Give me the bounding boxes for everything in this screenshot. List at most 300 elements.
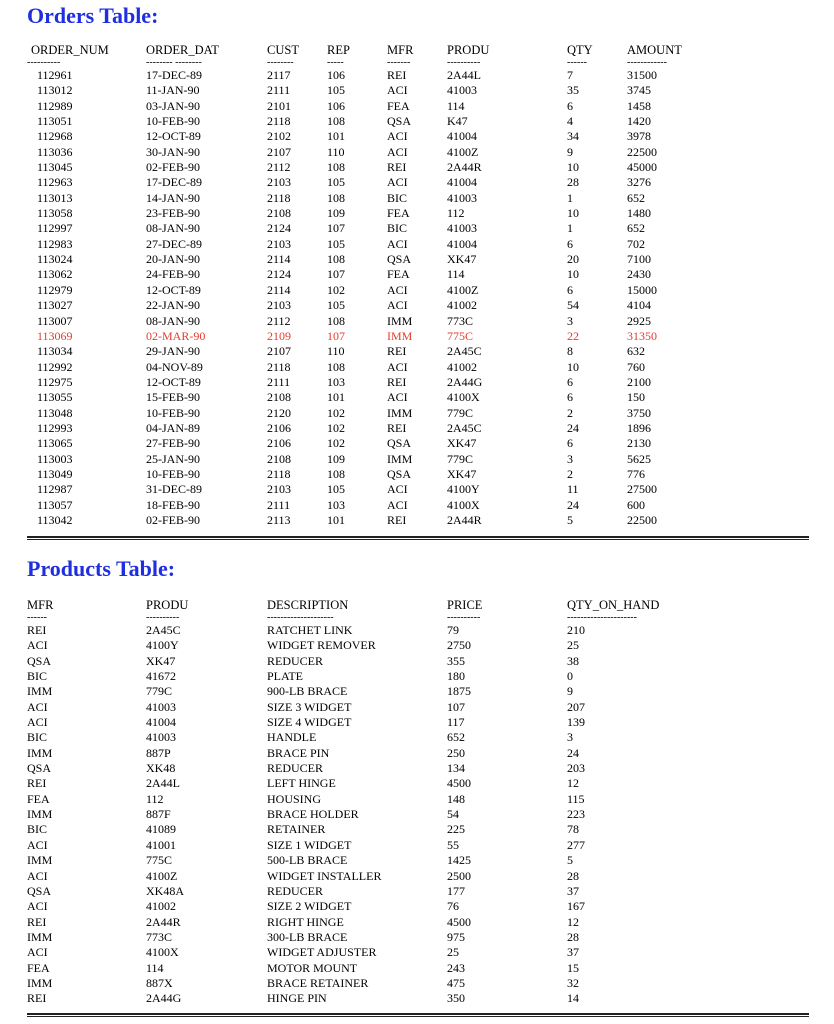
- table-row: [27, 684, 809, 699]
- cell: ORDER_DAT: [146, 43, 219, 57]
- cell: 2111: [267, 374, 291, 389]
- cell: 113062: [37, 267, 73, 282]
- table-row: [27, 482, 809, 497]
- table-row: [27, 991, 809, 1006]
- cell: 02-MAR-90: [146, 328, 206, 343]
- cell: HANDLE: [267, 730, 317, 745]
- cell: 1458: [627, 98, 651, 113]
- cell: 652: [627, 190, 645, 205]
- cell: 8: [567, 344, 573, 359]
- cell: REI: [387, 68, 407, 82]
- cell: 2103: [267, 236, 291, 251]
- cell: 41002: [447, 359, 477, 374]
- cell: ACI: [387, 236, 408, 251]
- cell: WIDGET ADJUSTER: [267, 945, 377, 960]
- cell: 2124: [267, 267, 291, 282]
- orders-bottom-rule: [27, 536, 809, 540]
- cell: ACI: [27, 899, 48, 914]
- cell: 779C: [447, 405, 474, 420]
- cell: 17-DEC-89: [146, 175, 202, 190]
- cell: 113049: [37, 466, 73, 481]
- products-title: Products Table:: [27, 556, 176, 581]
- cell: QSA: [387, 436, 412, 451]
- cell: 108: [327, 160, 345, 175]
- cell: XK48: [146, 761, 176, 776]
- cell: 11-JAN-90: [146, 83, 200, 98]
- cell: ----------: [27, 57, 61, 68]
- cell: -------- --------: [146, 57, 202, 68]
- table-row: [27, 884, 809, 899]
- cell: 2106: [267, 420, 291, 435]
- cell: 4100Y: [447, 482, 480, 497]
- cell: XK47: [447, 466, 477, 481]
- cell: XK48A: [146, 883, 184, 898]
- cell: 27-FEB-90: [146, 436, 200, 451]
- table-row: [27, 406, 809, 421]
- cell: 355: [447, 653, 465, 668]
- cell: 632: [627, 344, 645, 359]
- cell: 6: [567, 374, 573, 389]
- cell: 108: [327, 313, 345, 328]
- cell: 702: [627, 236, 645, 251]
- cell: 113034: [37, 344, 73, 359]
- table-row: [27, 822, 809, 837]
- cell: 112: [146, 791, 164, 806]
- cell: 113045: [37, 160, 73, 175]
- cell: 2112: [267, 313, 291, 328]
- cell: 2118: [267, 466, 291, 481]
- cell: 28: [567, 868, 579, 883]
- cell: 9: [567, 684, 573, 699]
- cell: 12: [567, 914, 579, 929]
- cell: 24: [567, 497, 579, 512]
- cell: BIC: [27, 730, 48, 745]
- table-row: [27, 746, 809, 761]
- cell: IMM: [27, 745, 53, 760]
- cell: 2102: [267, 129, 291, 144]
- cell: 3745: [627, 83, 651, 98]
- cell: 112963: [37, 175, 73, 190]
- cell: 25: [567, 638, 579, 653]
- cell: ACI: [27, 868, 48, 883]
- cell: 3: [567, 313, 573, 328]
- cell: 2750: [447, 638, 471, 653]
- cell: IMM: [387, 405, 413, 420]
- table-row: [27, 283, 809, 298]
- cell: ACI: [27, 638, 48, 653]
- cell: 3276: [627, 175, 651, 190]
- table-row: [27, 669, 809, 684]
- cell: 2112: [267, 160, 291, 175]
- cell: 78: [567, 822, 579, 837]
- cell: LEFT HINGE: [267, 776, 336, 791]
- cell: 15-FEB-90: [146, 390, 200, 405]
- cell: REDUCER: [267, 883, 324, 898]
- dash-row: [27, 57, 809, 68]
- cell: RIGHT HINGE: [267, 914, 344, 929]
- cell: 107: [447, 699, 465, 714]
- cell: 775C: [146, 853, 173, 868]
- cell: 652: [447, 730, 465, 745]
- cell: FEA: [387, 206, 410, 221]
- cell: XK47: [447, 252, 477, 267]
- cell: 475: [447, 975, 465, 990]
- cell: 20-JAN-90: [146, 252, 200, 267]
- cell: 109: [327, 206, 345, 221]
- cell: AMOUNT: [627, 43, 682, 57]
- cell: 2103: [267, 482, 291, 497]
- table-row: [27, 129, 809, 144]
- cell: 113027: [37, 298, 73, 313]
- cell: 500-LB BRACE: [267, 853, 348, 868]
- table-row: [27, 853, 809, 868]
- cell: 08-JAN-90: [146, 313, 200, 328]
- cell: 779C: [447, 451, 474, 466]
- cell: 31500: [627, 68, 657, 82]
- cell: ACI: [387, 497, 408, 512]
- cell: QSA: [387, 252, 412, 267]
- table-row: [27, 314, 809, 329]
- cell: 652: [627, 221, 645, 236]
- cell: 2103: [267, 175, 291, 190]
- table-row: [27, 237, 809, 252]
- cell: 2108: [267, 390, 291, 405]
- cell: ----------: [447, 612, 481, 623]
- cell: 2430: [627, 267, 651, 282]
- cell: 5: [567, 853, 573, 868]
- cell: QTY: [567, 43, 593, 57]
- cell: 113065: [37, 436, 73, 451]
- cell: 76: [447, 899, 459, 914]
- cell: PRODU: [447, 43, 490, 57]
- cell: ----------: [447, 57, 481, 68]
- cell: SIZE 3 WIDGET: [267, 699, 352, 714]
- cell: 773C: [146, 929, 173, 944]
- cell: IMM: [387, 451, 413, 466]
- table-row: [27, 221, 809, 236]
- cell: 41002: [447, 298, 477, 313]
- cell: 4104: [627, 298, 651, 313]
- cell: 177: [447, 883, 465, 898]
- cell: FEA: [27, 960, 50, 975]
- cell: 2111: [267, 497, 291, 512]
- cell: SIZE 2 WIDGET: [267, 899, 352, 914]
- cell: 6: [567, 98, 573, 113]
- cell: 22500: [627, 512, 657, 527]
- cell: 107: [327, 328, 345, 343]
- cell: HOUSING: [267, 791, 321, 806]
- cell: 108: [327, 359, 345, 374]
- cell: 114: [447, 98, 465, 113]
- cell: 4100Y: [146, 638, 179, 653]
- cell: 4100Z: [447, 282, 479, 297]
- cell: MFR: [27, 598, 54, 612]
- cell: 112987: [37, 482, 73, 497]
- cell: QSA: [387, 466, 412, 481]
- cell: 113069: [37, 328, 73, 343]
- cell: REI: [27, 914, 47, 929]
- cell: 6: [567, 282, 573, 297]
- cell: 10-FEB-90: [146, 405, 200, 420]
- cell: FEA: [387, 98, 410, 113]
- cell: XK47: [146, 653, 176, 668]
- cell: 5625: [627, 451, 651, 466]
- table-row: [27, 930, 809, 945]
- header-row: [27, 40, 809, 60]
- table-row: [27, 915, 809, 930]
- cell: 10: [567, 359, 579, 374]
- cell: 207: [567, 699, 585, 714]
- cell: 31350: [627, 328, 657, 343]
- cell: QSA: [387, 114, 412, 129]
- cell: 4100Z: [447, 144, 479, 159]
- dash-row: [27, 612, 809, 623]
- cell: 109: [327, 451, 345, 466]
- cell: 112968: [37, 129, 73, 144]
- cell: 103: [327, 497, 345, 512]
- cell: 112975: [37, 374, 73, 389]
- orders-title: Orders Table:: [27, 3, 159, 28]
- cell: 4500: [447, 914, 471, 929]
- cell: ------: [27, 612, 47, 623]
- cell: 2A44G: [447, 374, 483, 389]
- cell: 2118: [267, 359, 291, 374]
- cell: ------------: [627, 57, 667, 68]
- cell: 2A44R: [447, 160, 482, 175]
- cell: 107: [327, 221, 345, 236]
- table-row: [27, 329, 809, 344]
- cell: IMM: [27, 929, 53, 944]
- cell: 113024: [37, 252, 73, 267]
- cell: 887X: [146, 975, 173, 990]
- cell: 110: [327, 344, 345, 359]
- cell: 35: [567, 83, 579, 98]
- cell: 225: [447, 822, 465, 837]
- cell: REI: [387, 374, 407, 389]
- cell: 117: [447, 715, 465, 730]
- cell: REI: [387, 160, 407, 175]
- cell: BRACE HOLDER: [267, 807, 359, 822]
- cell: 101: [327, 129, 345, 144]
- cell: 210: [567, 623, 585, 637]
- table-row: [27, 83, 809, 98]
- cell: FEA: [387, 267, 410, 282]
- cell: 113036: [37, 144, 73, 159]
- cell: BIC: [387, 221, 408, 236]
- cell: -------: [387, 57, 411, 68]
- cell: 2114: [267, 282, 291, 297]
- cell: 3: [567, 730, 573, 745]
- cell: 2925: [627, 313, 651, 328]
- cell: 23-FEB-90: [146, 206, 200, 221]
- cell: 27500: [627, 482, 657, 497]
- cell: 134: [447, 761, 465, 776]
- cell: 04-NOV-89: [146, 359, 203, 374]
- cell: BIC: [27, 669, 48, 684]
- cell: 41003: [447, 83, 477, 98]
- cell: 105: [327, 175, 345, 190]
- table-row: [27, 298, 809, 313]
- cell: HINGE PIN: [267, 991, 327, 1006]
- table-row: [27, 498, 809, 513]
- cell: 2101: [267, 98, 291, 113]
- cell: 101: [327, 512, 345, 527]
- cell: 112989: [37, 98, 73, 113]
- cell: QSA: [27, 883, 52, 898]
- cell: MFR: [387, 43, 414, 57]
- cell: 2A44L: [146, 776, 180, 791]
- cell: QSA: [27, 653, 52, 668]
- cell: -----: [327, 57, 344, 68]
- cell: 41003: [447, 190, 477, 205]
- cell: 37: [567, 945, 579, 960]
- cell: 2108: [267, 206, 291, 221]
- cell: 11: [567, 482, 579, 497]
- cell: 139: [567, 715, 585, 730]
- cell: 776: [627, 466, 645, 481]
- cell: REDUCER: [267, 761, 324, 776]
- cell: 02-FEB-90: [146, 160, 200, 175]
- cell: MOTOR MOUNT: [267, 960, 358, 975]
- table-row: [27, 344, 809, 359]
- cell: 10-FEB-90: [146, 466, 200, 481]
- cell: 2130: [627, 436, 651, 451]
- table-row: [27, 807, 809, 822]
- cell: 02-FEB-90: [146, 512, 200, 527]
- cell: 1420: [627, 114, 651, 129]
- table-row: [27, 191, 809, 206]
- cell: 105: [327, 298, 345, 313]
- cell: ACI: [27, 715, 48, 730]
- cell: REI: [387, 420, 407, 435]
- cell: 9: [567, 144, 573, 159]
- cell: IMM: [27, 975, 53, 990]
- cell: 2A44L: [447, 68, 481, 82]
- cell: 2118: [267, 114, 291, 129]
- cell: 103: [327, 374, 345, 389]
- cell: ACI: [27, 699, 48, 714]
- cell: REI: [27, 991, 47, 1006]
- cell: 2A44R: [146, 914, 181, 929]
- cell: 600: [627, 497, 645, 512]
- table-row: [27, 730, 809, 745]
- cell: 2118: [267, 190, 291, 205]
- cell: 30-JAN-90: [146, 144, 200, 159]
- table-row: [27, 160, 809, 175]
- cell: ACI: [27, 945, 48, 960]
- cell: 108: [327, 114, 345, 129]
- cell: 2: [567, 466, 573, 481]
- cell: 2A44G: [146, 991, 182, 1006]
- cell: 4100X: [447, 497, 480, 512]
- cell: 113013: [37, 190, 73, 205]
- cell: 22500: [627, 144, 657, 159]
- cell: 203: [567, 761, 585, 776]
- cell: 41004: [447, 236, 477, 251]
- table-row: [27, 68, 809, 83]
- cell: 975: [447, 929, 465, 944]
- cell: 5: [567, 512, 573, 527]
- table-row: [27, 99, 809, 114]
- cell: 773C: [447, 313, 474, 328]
- table-row: [27, 700, 809, 715]
- cell: IMM: [387, 328, 413, 343]
- cell: ACI: [387, 359, 408, 374]
- cell: 114: [146, 960, 164, 975]
- cell: 31-DEC-89: [146, 482, 202, 497]
- cell: 775C: [447, 328, 474, 343]
- cell: 15: [567, 960, 579, 975]
- cell: 28: [567, 929, 579, 944]
- cell: 2500: [447, 868, 471, 883]
- cell: 2108: [267, 451, 291, 466]
- cell: 12-OCT-89: [146, 129, 201, 144]
- cell: 2100: [627, 374, 651, 389]
- cell: 243: [447, 960, 465, 975]
- table-row: [27, 761, 809, 776]
- table-row: [27, 838, 809, 853]
- cell: 41003: [146, 730, 176, 745]
- cell: 2107: [267, 144, 291, 159]
- cell: 1425: [447, 853, 471, 868]
- cell: 115: [567, 791, 585, 806]
- table-row: [27, 715, 809, 730]
- cell: FEA: [27, 791, 50, 806]
- cell: 55: [447, 837, 459, 852]
- cell: 2: [567, 405, 573, 420]
- cell: 10: [567, 206, 579, 221]
- cell: --------: [267, 57, 294, 68]
- table-row: [27, 421, 809, 436]
- cell: 15000: [627, 282, 657, 297]
- cell: 20: [567, 252, 579, 267]
- table-row: [27, 961, 809, 976]
- cell: REI: [387, 512, 407, 527]
- cell: 108: [327, 466, 345, 481]
- cell: 2120: [267, 405, 291, 420]
- cell: 24: [567, 420, 579, 435]
- cell: 32: [567, 975, 579, 990]
- cell: 41003: [146, 699, 176, 714]
- cell: 7100: [627, 252, 651, 267]
- cell: ACI: [387, 282, 408, 297]
- cell: 106: [327, 68, 345, 82]
- cell: 105: [327, 482, 345, 497]
- cell: ACI: [27, 837, 48, 852]
- cell: 41004: [447, 175, 477, 190]
- cell: 113058: [37, 206, 73, 221]
- cell: 25: [447, 945, 459, 960]
- cell: 2107: [267, 344, 291, 359]
- cell: 1896: [627, 420, 651, 435]
- cell: ACI: [387, 144, 408, 159]
- cell: 167: [567, 899, 585, 914]
- table-row: [27, 360, 809, 375]
- cell: 18-FEB-90: [146, 497, 200, 512]
- cell: IMM: [27, 684, 53, 699]
- cell: 1: [567, 221, 573, 236]
- cell: PLATE: [267, 669, 303, 684]
- cell: 105: [327, 236, 345, 251]
- table-row: [27, 945, 809, 960]
- table-row: [27, 436, 809, 451]
- cell: BIC: [387, 190, 408, 205]
- cell: 6: [567, 436, 573, 451]
- table-row: [27, 976, 809, 991]
- cell: 2111: [267, 83, 291, 98]
- cell: 1: [567, 190, 573, 205]
- cell: 2109: [267, 328, 291, 343]
